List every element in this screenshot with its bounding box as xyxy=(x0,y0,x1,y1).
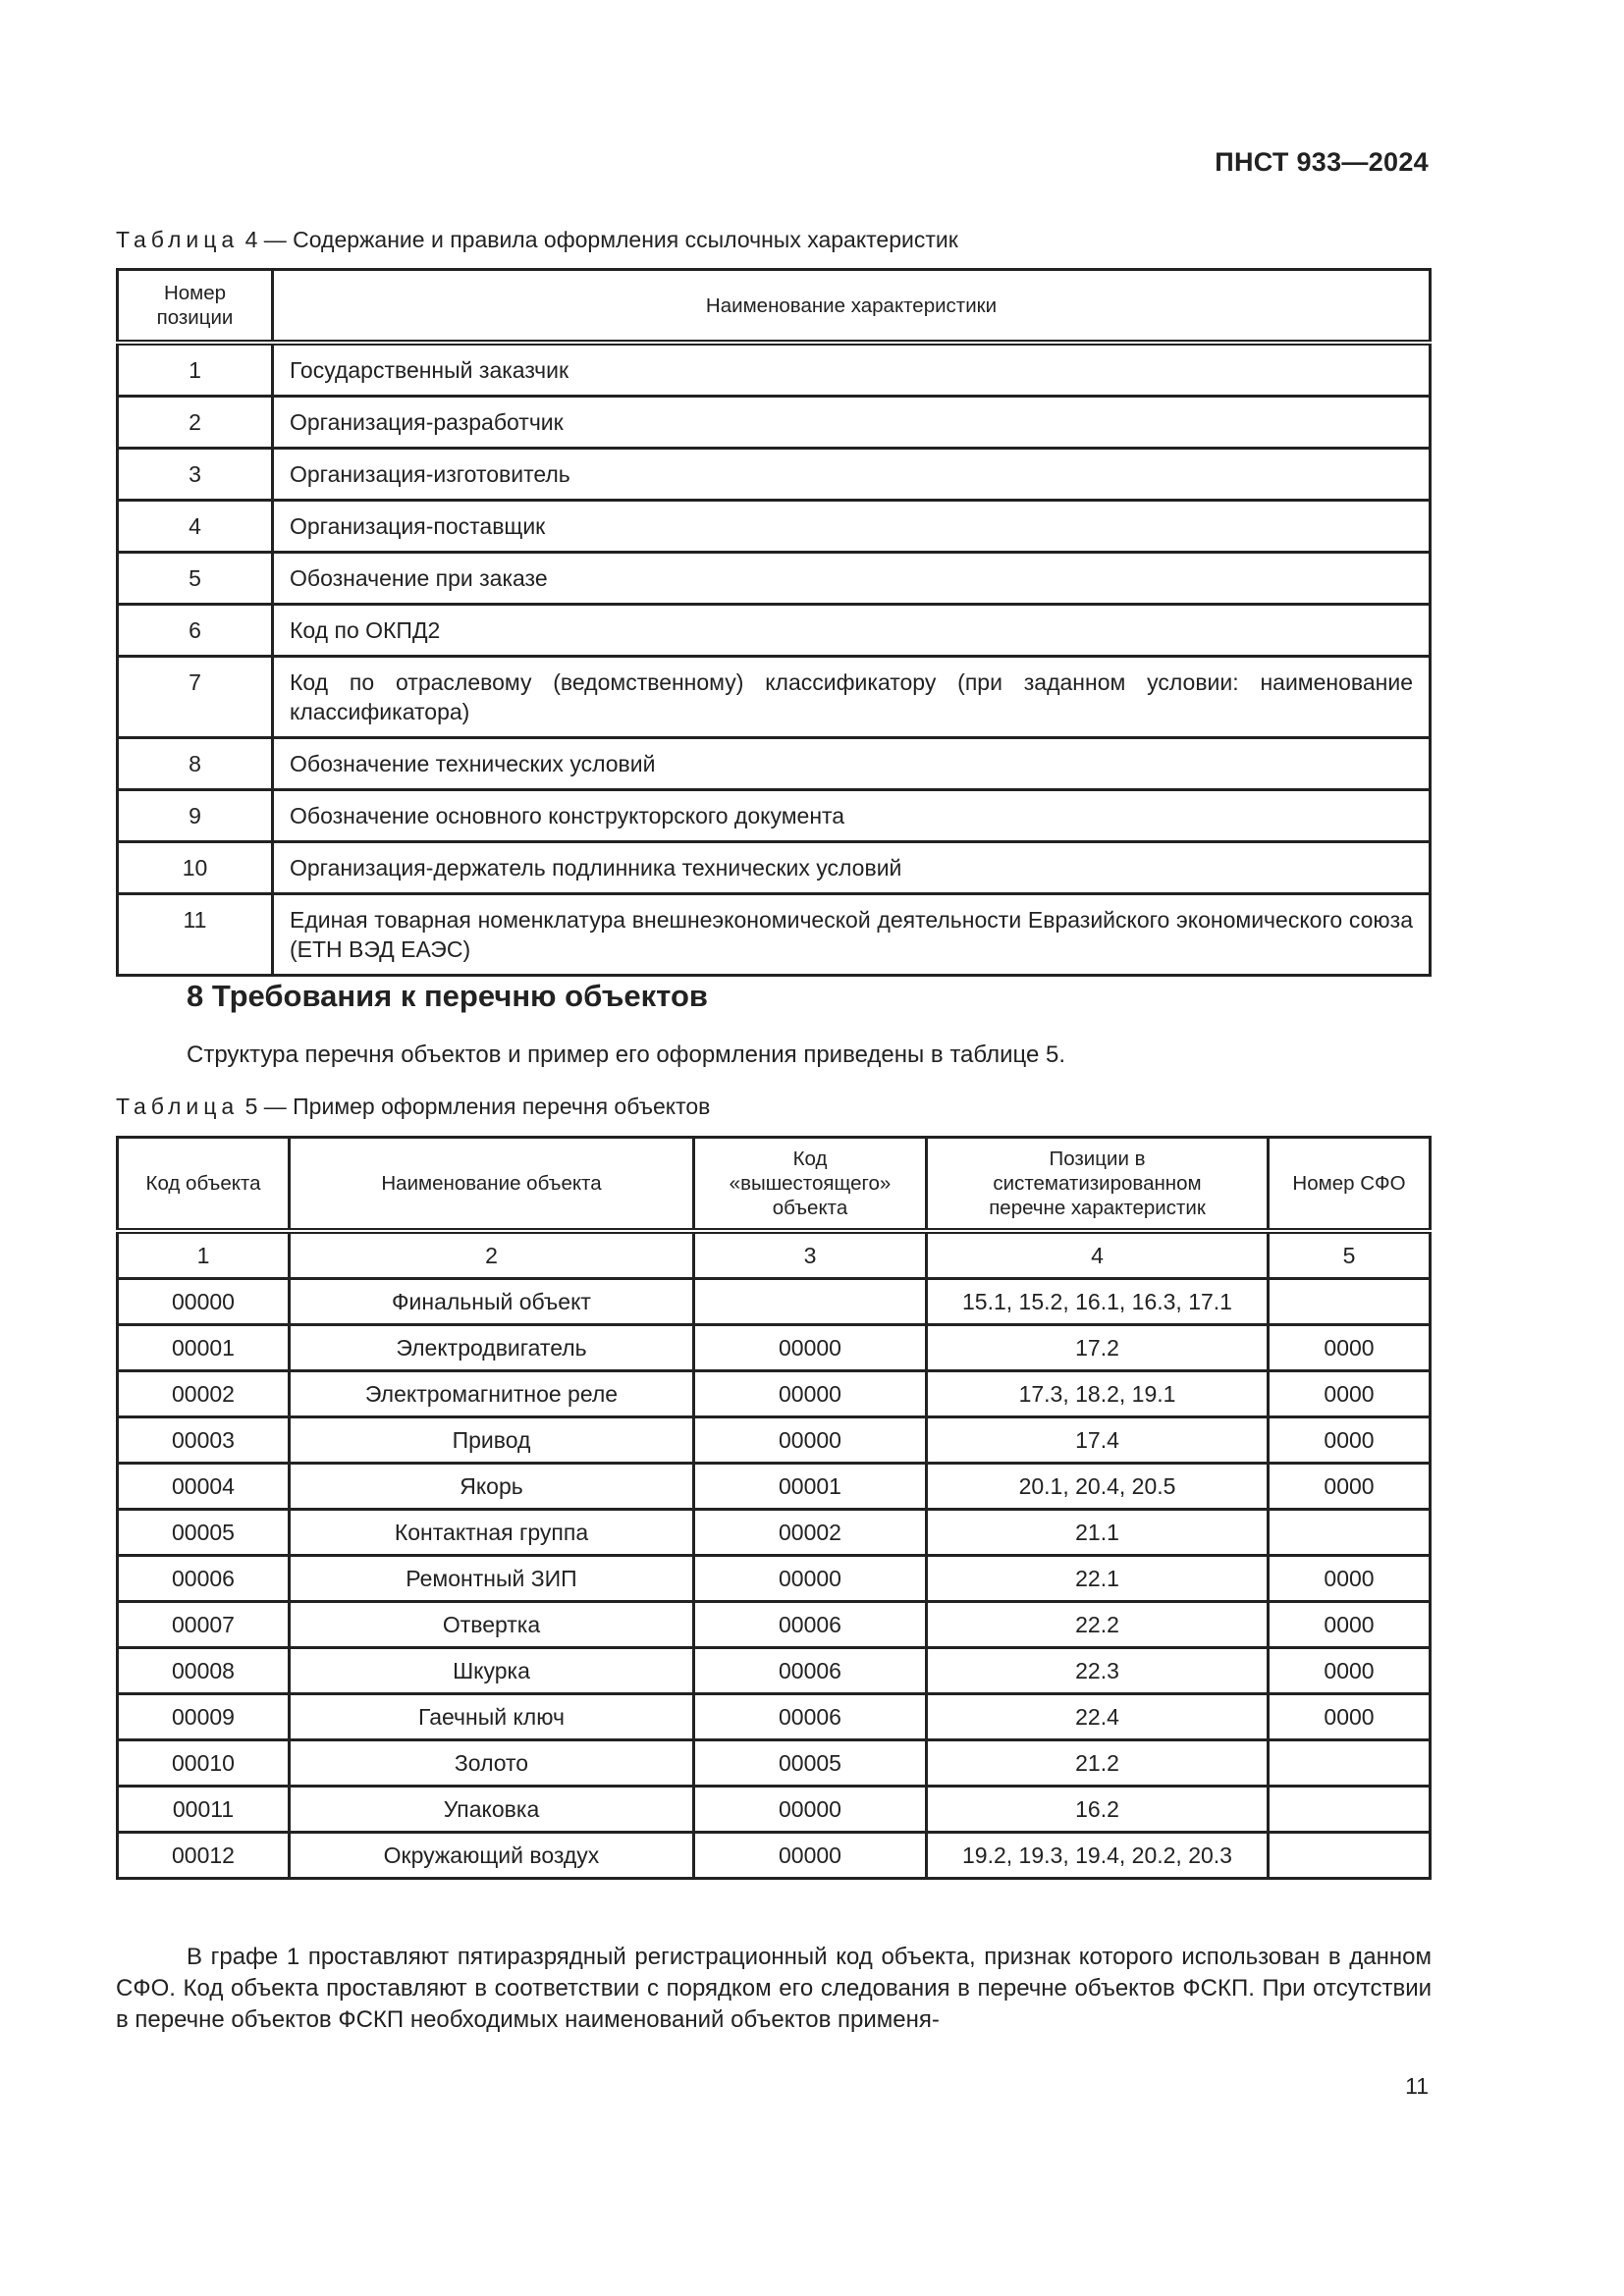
object-code: 00012 xyxy=(118,1833,290,1879)
parent-object-code: 00000 xyxy=(694,1371,927,1417)
characteristic-positions: 16.2 xyxy=(927,1787,1269,1833)
table5-row xyxy=(118,1694,1431,1740)
parent-object-code: 00005 xyxy=(694,1740,927,1787)
table4 xyxy=(116,268,1432,977)
parent-object-code: 00000 xyxy=(694,1417,927,1464)
table4-row xyxy=(118,605,1431,657)
characteristic-name: Обозначение при заказе xyxy=(273,553,1431,605)
sfo-number xyxy=(1269,1510,1431,1556)
table5-col-code: Код объекта xyxy=(118,1138,290,1232)
object-code: 00004 xyxy=(118,1464,290,1510)
sfo-number xyxy=(1269,1279,1431,1325)
table5-header-row xyxy=(118,1138,1431,1232)
table5 xyxy=(116,1136,1432,1880)
table4-row xyxy=(118,657,1431,738)
characteristic-positions: 21.1 xyxy=(927,1510,1269,1556)
table4-row xyxy=(118,501,1431,553)
characteristic-name: Государственный заказчик xyxy=(273,343,1431,397)
sfo-number: 0000 xyxy=(1269,1556,1431,1602)
characteristic-positions: 20.1, 20.4, 20.5 xyxy=(927,1464,1269,1510)
sfo-number: 0000 xyxy=(1269,1602,1431,1648)
position-number: 10 xyxy=(118,842,273,894)
object-name: Окружающий воздух xyxy=(290,1833,694,1879)
column-number: 4 xyxy=(927,1231,1269,1279)
object-code: 00007 xyxy=(118,1602,290,1648)
position-number: 5 xyxy=(118,553,273,605)
object-name: Упаковка xyxy=(290,1787,694,1833)
characteristic-positions: 22.2 xyxy=(927,1602,1269,1648)
sfo-number: 0000 xyxy=(1269,1371,1431,1417)
position-number: 8 xyxy=(118,738,273,790)
table5-caption-prefix: Таблица xyxy=(116,1094,240,1119)
table4-caption xyxy=(116,227,958,253)
characteristic-positions: 21.2 xyxy=(927,1740,1269,1787)
body-paragraph: В графе 1 проставляют пятиразрядный регистрационный код объекта, признак которого использован в данном СФО. Код объекта проставляют в соответствии с порядком его следования в перечне объектов ФСКП. При отсутствии в перечне объектов ФСКП необходимых наименований объектов применя- xyxy=(116,1944,1432,2033)
table4-body xyxy=(118,343,1431,976)
sfo-number xyxy=(1269,1833,1431,1879)
object-code: 00000 xyxy=(118,1279,290,1325)
table4-row xyxy=(118,553,1431,605)
column-number: 2 xyxy=(290,1231,694,1279)
table5-column-numbers-row xyxy=(118,1231,1431,1279)
table5-col-sfo: Номер СФО xyxy=(1269,1138,1431,1232)
object-code: 00002 xyxy=(118,1371,290,1417)
object-code: 00006 xyxy=(118,1556,290,1602)
table5-caption-text: 5 — Пример оформления перечня объектов xyxy=(239,1094,711,1119)
table5-row xyxy=(118,1602,1431,1648)
sfo-number xyxy=(1269,1740,1431,1787)
table4-col-name: Наименование характеристики xyxy=(273,270,1431,344)
characteristic-positions: 22.3 xyxy=(927,1648,1269,1694)
table5-caption xyxy=(116,1094,710,1120)
characteristic-name: Код по ОКПД2 xyxy=(273,605,1431,657)
object-code: 00001 xyxy=(118,1325,290,1371)
table5-row xyxy=(118,1371,1431,1417)
parent-object-code xyxy=(694,1279,927,1325)
sfo-number: 0000 xyxy=(1269,1648,1431,1694)
table5-row xyxy=(118,1510,1431,1556)
characteristic-name: Организация-изготовитель xyxy=(273,449,1431,501)
table4-row xyxy=(118,343,1431,397)
parent-object-code: 00000 xyxy=(694,1325,927,1371)
table4-header-row xyxy=(118,270,1431,344)
characteristic-positions: 22.4 xyxy=(927,1694,1269,1740)
position-number: 1 xyxy=(118,343,273,397)
table4-row xyxy=(118,894,1431,976)
table4-caption-prefix: Таблица xyxy=(116,227,240,252)
table5-body xyxy=(118,1279,1431,1879)
table5-row xyxy=(118,1833,1431,1879)
position-number: 6 xyxy=(118,605,273,657)
sfo-number: 0000 xyxy=(1269,1694,1431,1740)
object-name: Электромагнитное реле xyxy=(290,1371,694,1417)
object-name: Ремонтный ЗИП xyxy=(290,1556,694,1602)
object-name: Привод xyxy=(290,1417,694,1464)
parent-object-code: 00006 xyxy=(694,1602,927,1648)
characteristic-positions: 17.2 xyxy=(927,1325,1269,1371)
table5-row xyxy=(118,1279,1431,1325)
object-name: Финальный объект xyxy=(290,1279,694,1325)
parent-object-code: 00000 xyxy=(694,1556,927,1602)
characteristic-positions: 22.1 xyxy=(927,1556,1269,1602)
table5-col-positions: Позиции в систематизированном перечне характеристик xyxy=(927,1138,1269,1232)
sfo-number: 0000 xyxy=(1269,1464,1431,1510)
table5-row xyxy=(118,1556,1431,1602)
table4-row xyxy=(118,738,1431,790)
sfo-number: 0000 xyxy=(1269,1325,1431,1371)
characteristic-name: Код по отраслевому (ведомственному) классификатору (при заданном условии: наименование классификатора) xyxy=(273,657,1431,738)
table4-row xyxy=(118,790,1431,842)
table5-row xyxy=(118,1787,1431,1833)
position-number: 9 xyxy=(118,790,273,842)
object-code: 00011 xyxy=(118,1787,290,1833)
table4-col-number: Номер позиции xyxy=(118,270,273,344)
page-number: 11 xyxy=(1405,2073,1429,2099)
object-name: Шкурка xyxy=(290,1648,694,1694)
characteristic-name: Обозначение технических условий xyxy=(273,738,1431,790)
column-number: 1 xyxy=(118,1231,290,1279)
sfo-number: 0000 xyxy=(1269,1417,1431,1464)
object-code: 00009 xyxy=(118,1694,290,1740)
column-number: 5 xyxy=(1269,1231,1431,1279)
object-name: Гаечный ключ xyxy=(290,1694,694,1740)
parent-object-code: 00000 xyxy=(694,1833,927,1879)
object-code: 00005 xyxy=(118,1510,290,1556)
object-code: 00010 xyxy=(118,1740,290,1787)
table5-row xyxy=(118,1464,1431,1510)
object-code: 00003 xyxy=(118,1417,290,1464)
characteristic-positions: 15.1, 15.2, 16.1, 16.3, 17.1 xyxy=(927,1279,1269,1325)
position-number: 11 xyxy=(118,894,273,976)
table5-row xyxy=(118,1648,1431,1694)
position-number: 2 xyxy=(118,397,273,449)
characteristic-name: Обозначение основного конструкторского документа xyxy=(273,790,1431,842)
characteristic-name: Единая товарная номенклатура внешнеэкономической деятельности Евразийского экономического союза (ЕТН ВЭД ЕАЭС) xyxy=(273,894,1431,976)
table5-col-parent: Код «вышестоящего» объекта xyxy=(694,1138,927,1232)
object-name: Электродвигатель xyxy=(290,1325,694,1371)
section-heading: 8 Требования к перечню объектов xyxy=(187,979,708,1013)
parent-object-code: 00006 xyxy=(694,1648,927,1694)
sfo-number xyxy=(1269,1787,1431,1833)
parent-object-code: 00001 xyxy=(694,1464,927,1510)
position-number: 7 xyxy=(118,657,273,738)
column-number: 3 xyxy=(694,1231,927,1279)
characteristic-positions: 19.2, 19.3, 19.4, 20.2, 20.3 xyxy=(927,1833,1269,1879)
characteristic-name: Организация-разработчик xyxy=(273,397,1431,449)
table5-row xyxy=(118,1325,1431,1371)
characteristic-name: Организация-держатель подлинника технических условий xyxy=(273,842,1431,894)
object-name: Контактная группа xyxy=(290,1510,694,1556)
table4-row xyxy=(118,397,1431,449)
position-number: 4 xyxy=(118,501,273,553)
parent-object-code: 00006 xyxy=(694,1694,927,1740)
table5-row xyxy=(118,1740,1431,1787)
object-name: Якорь xyxy=(290,1464,694,1510)
characteristic-name: Организация-поставщик xyxy=(273,501,1431,553)
object-name: Отвертка xyxy=(290,1602,694,1648)
position-number: 3 xyxy=(118,449,273,501)
document-code-header: ПНСТ 933—2024 xyxy=(1215,147,1429,177)
table4-row xyxy=(118,842,1431,894)
object-name: Золото xyxy=(290,1740,694,1787)
table4-row xyxy=(118,449,1431,501)
section-intro-paragraph: Структура перечня объектов и пример его оформления приведены в таблице 5. xyxy=(187,1041,1065,1068)
table5-row xyxy=(118,1417,1431,1464)
object-code: 00008 xyxy=(118,1648,290,1694)
parent-object-code: 00000 xyxy=(694,1787,927,1833)
table4-caption-text: 4 — Содержание и правила оформления ссылочных характеристик xyxy=(239,227,958,252)
table5-col-name: Наименование объекта xyxy=(290,1138,694,1232)
parent-object-code: 00002 xyxy=(694,1510,927,1556)
characteristic-positions: 17.4 xyxy=(927,1417,1269,1464)
characteristic-positions: 17.3, 18.2, 19.1 xyxy=(927,1371,1269,1417)
